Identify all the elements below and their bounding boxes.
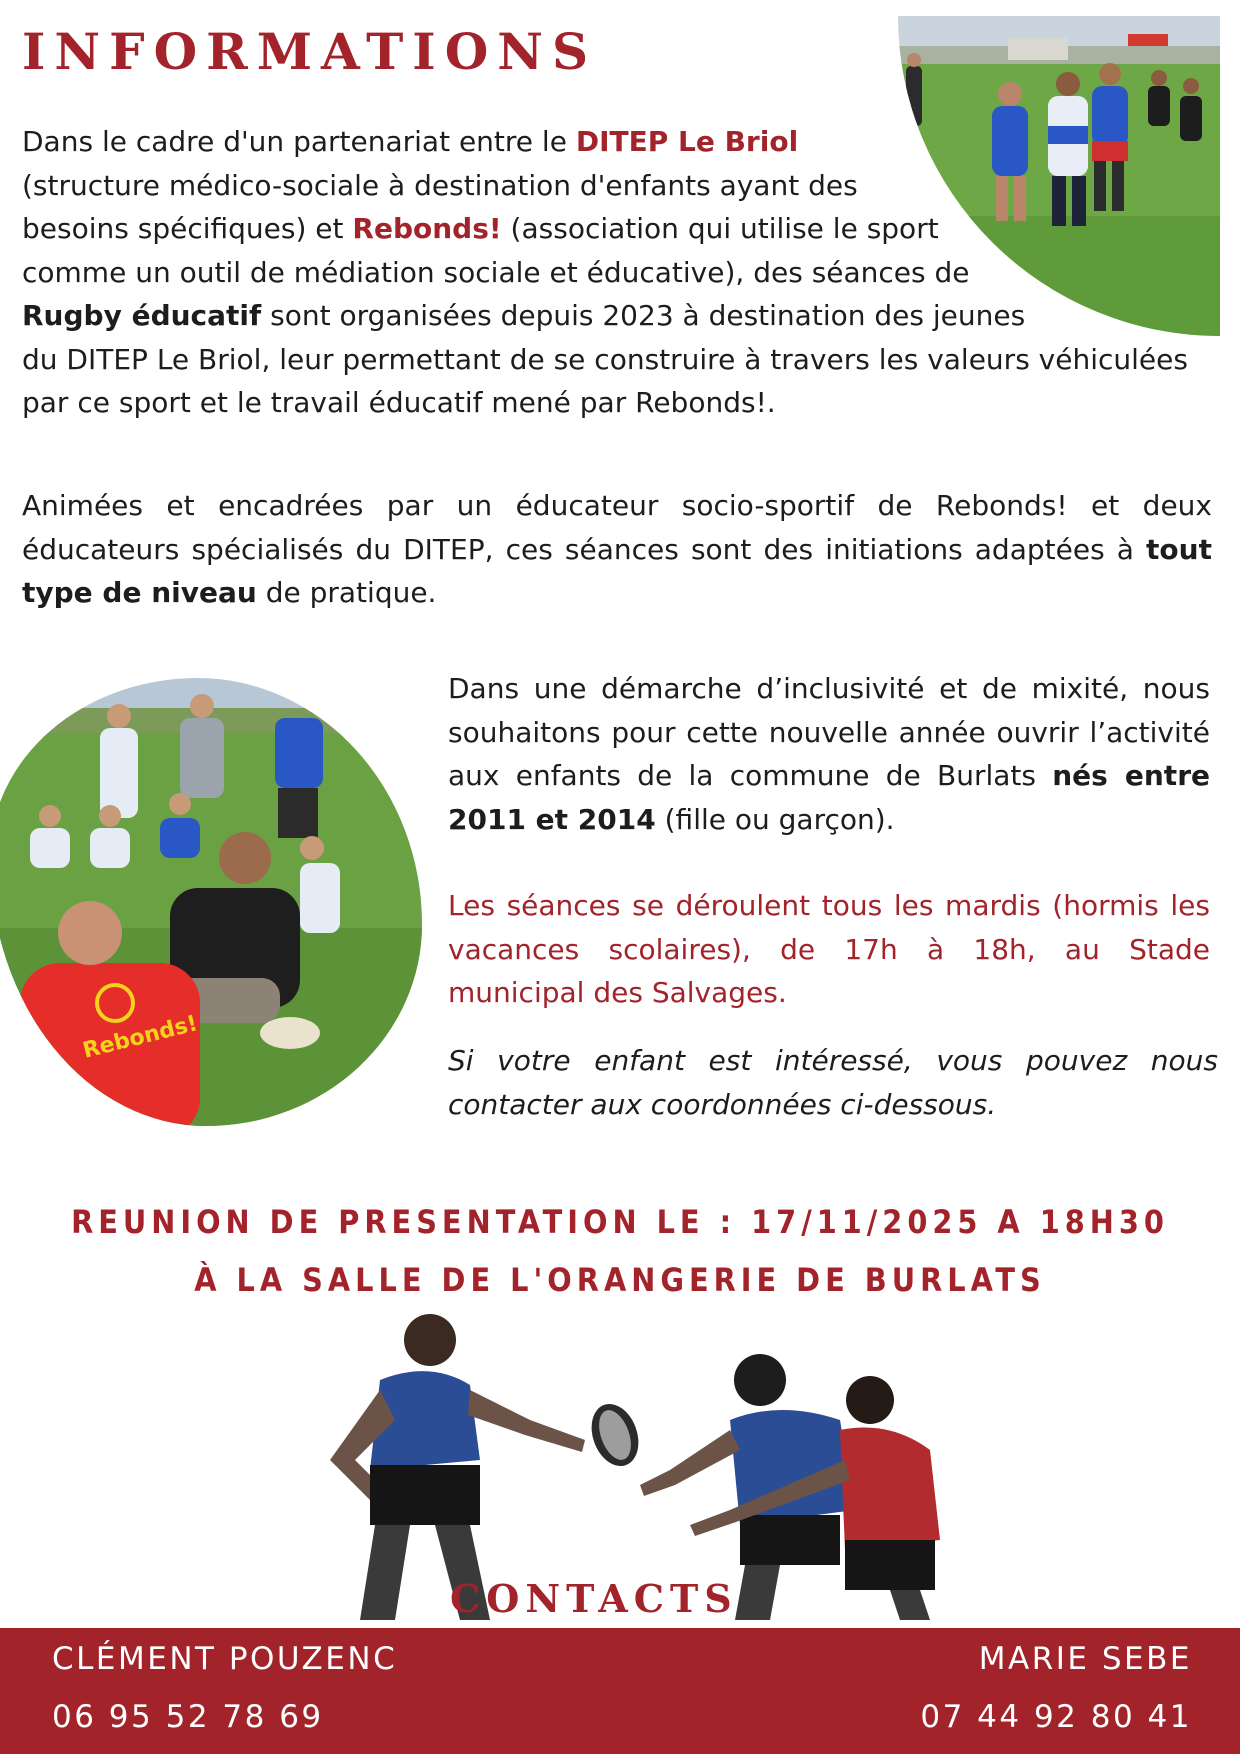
staff-text: de pratique.: [256, 576, 437, 609]
intro-text: besoins spécifiques) et: [22, 212, 353, 245]
intro-line-4: comme un outil de médiation sociale et éducative), des séances de: [22, 255, 970, 289]
intro-line-6: du DITEP Le Briol, leur permettant de se construire à travers les valeurs véhiculées: [22, 342, 1188, 376]
staff-text: Animées et encadrées par un éducateur socio-sportif de Rebonds! et deux éducateurs spécialisés du DITEP, ces séances sont des initiations adaptées à: [22, 489, 1212, 566]
rugby-highlight: Rugby éducatif: [22, 299, 262, 332]
contact-name: CLÉMENT POUZENC: [52, 1641, 398, 1677]
intro-line-3: [22, 207, 1222, 251]
intro-line-7: par ce sport et le travail éducatif mené par Rebonds!.: [22, 386, 776, 419]
contact-left: [52, 1630, 397, 1746]
meeting-date: REUNION DE PRESENTATION LE : 17/11/2025 A 18H30: [71, 1203, 1169, 1241]
schedule-paragraph: Les séances se déroulent tous les mardis (hormis les vacances scolaires), de 17h à 18h, au Stade municipal des Salvages.: [448, 889, 1210, 1009]
rugby-players-illustration: [300, 1310, 980, 1620]
contact-phone[interactable]: 06 95 52 78 69: [52, 1699, 324, 1735]
intro-paragraph: [22, 120, 1222, 425]
rebonds-shirt-logo: Rebonds!: [80, 1011, 201, 1064]
inclusivity-text: Dans une démarche d’inclusivité et de mixité, nous souhaitons pour cette nouvelle année ouvrir l’activité aux enfants de la commune de Burlats: [448, 672, 1210, 792]
intro-line-1: [22, 120, 1222, 164]
contact-phone[interactable]: 07 44 92 80 41: [920, 1699, 1192, 1735]
intro-text: Dans le cadre d'un partenariat entre le: [22, 125, 576, 158]
level-highlight: tout type de niveau: [22, 532, 1212, 609]
ditep-highlight: DITEP Le Briol: [575, 125, 799, 158]
contact-right: [920, 1630, 1192, 1746]
group-photo: [0, 678, 422, 1126]
rebonds-highlight: Rebonds!: [352, 212, 502, 245]
intro-line-5: [22, 294, 1222, 338]
intro-line-2: (structure médico-sociale à destination d'enfants ayant des: [22, 168, 858, 202]
inclusivity-text: (fille ou garçon).: [655, 802, 895, 836]
contacts-title: CONTACTS: [450, 1576, 738, 1621]
contact-name: MARIE SEBE: [978, 1641, 1192, 1677]
birth-years-highlight: nés entre 2011 et 2014: [448, 759, 1210, 836]
intro-text: (association qui utilise le sport: [501, 212, 939, 245]
meeting-location: À LA SALLE DE L'ORANGERIE DE BURLATS: [194, 1261, 1046, 1299]
page-title: INFORMATIONS: [22, 22, 598, 81]
inclusivity-paragraph: [448, 667, 1210, 841]
contact-invitation: Si votre enfant est intéressé, vous pouvez nous contacter aux coordonnées ci-dessous.: [448, 1044, 1218, 1121]
staff-paragraph: [22, 484, 1212, 615]
intro-text: sont organisées depuis 2023 à destination des jeunes: [261, 299, 1026, 332]
